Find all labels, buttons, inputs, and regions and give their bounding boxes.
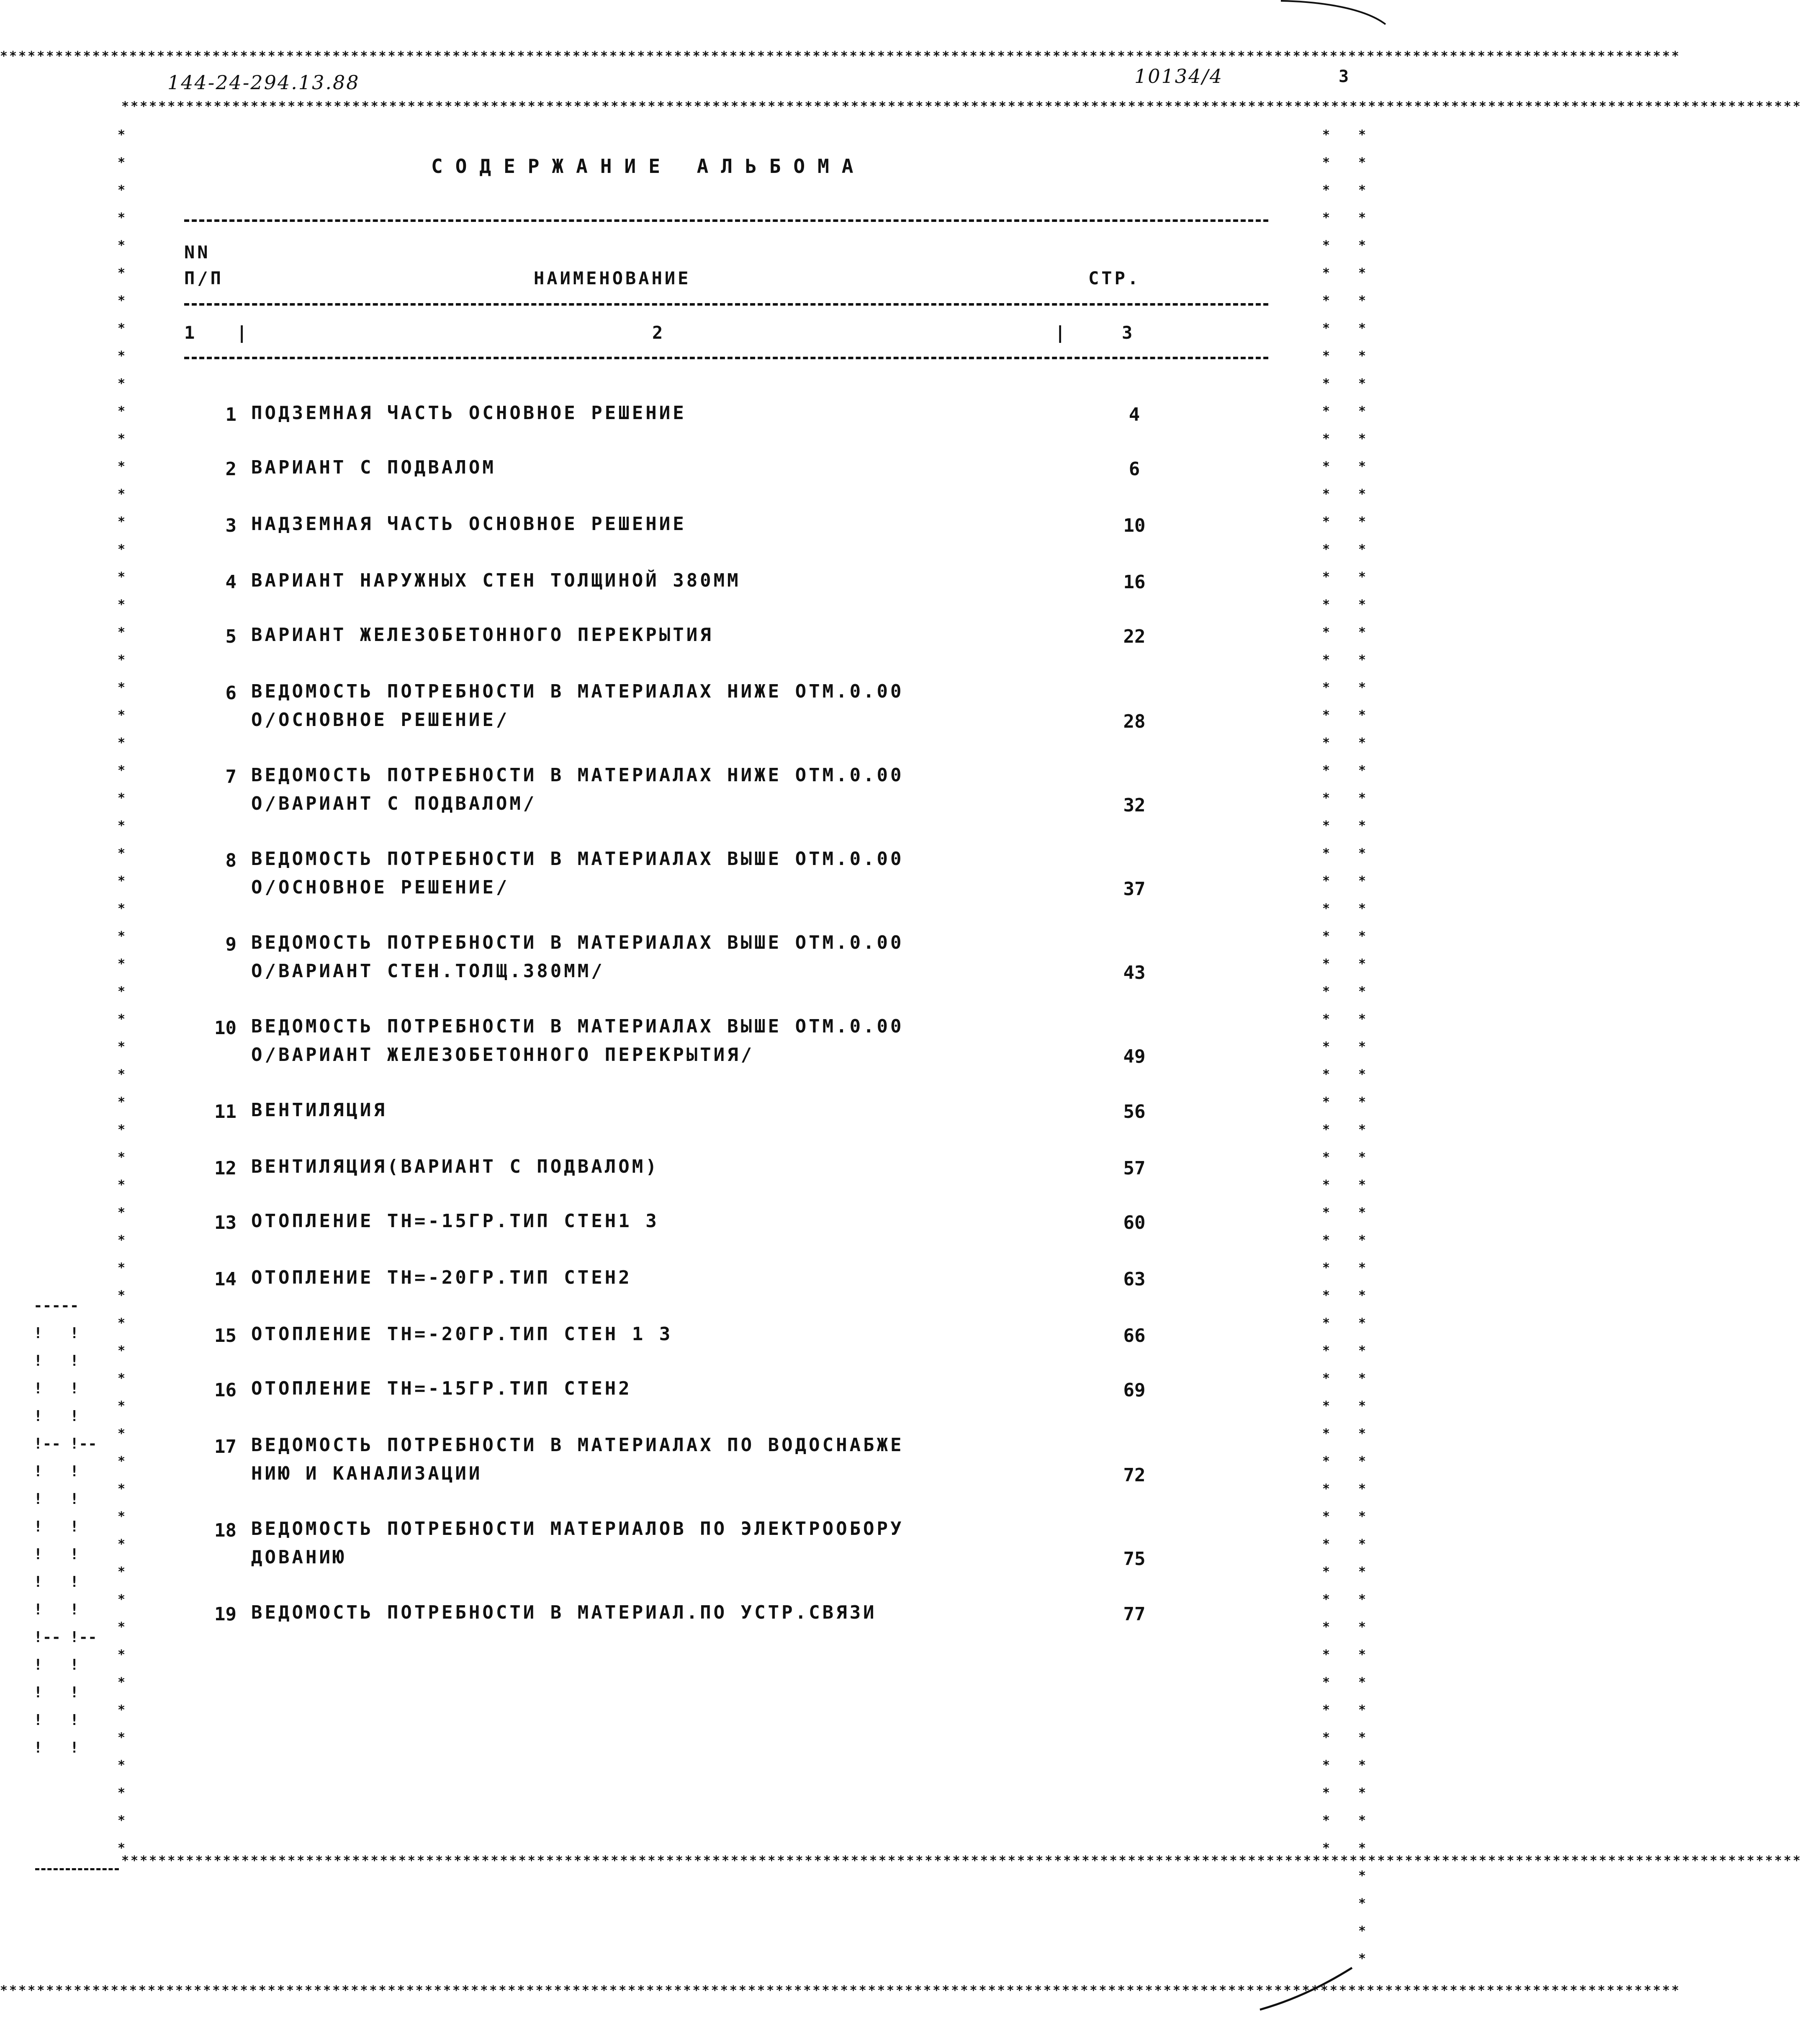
row-title: ВАРИАНТ ЖЕЛЕЗОБЕТОННОГО ПЕРЕКРЫТИЯ [251, 624, 714, 646]
row-page: 75 [1123, 1548, 1146, 1570]
row-title: ВЕДОМОСТЬ ПОТРЕБНОСТИ В МАТЕРИАЛАХ НИЖЕ ОТМ.0.00 О/ВАРИАНТ С ПОДВАЛОМ/ [251, 765, 904, 814]
row-title: ВЕНТИЛЯЦИЯ(ВАРИАНТ С ПОДВАЛОМ) [251, 1156, 659, 1177]
frame-bottom-dashes [35, 1868, 119, 1870]
row-title: ВЕДОМОСТЬ ПОТРЕБНОСТИ В МАТЕРИАЛАХ ВЫШЕ ОТМ.0.00 О/ВАРИАНТ СТЕН.ТОЛЩ.380ММ/ [251, 932, 904, 982]
row-page: 16 [1123, 571, 1146, 593]
row-page: 66 [1123, 1325, 1146, 1346]
document-code: 144-24-294.13.88 [167, 71, 360, 94]
row-page: 28 [1123, 711, 1146, 732]
table-rule-top [184, 219, 1268, 222]
header-pp: П/П [184, 268, 224, 288]
album-code: 10134/4 [1134, 65, 1224, 88]
row-number: 8 [225, 850, 236, 871]
row-number: 16 [214, 1380, 236, 1401]
row-page: 4 [1128, 404, 1140, 425]
row-title: ВЕДОМОСТЬ ПОТРЕБНОСТИ В МАТЕРИАЛАХ ВЫШЕ ОТМ.0.00 О/ВАРИАНТ ЖЕЛЕЗОБЕТОННОГО ПЕРЕКРЫТИЯ/ [251, 1016, 904, 1066]
binding-strip: ----- ! ! ! ! ! ! ! ! !-- !-- ! ! ! ! ! ! ! ! ! ! ! ! !-- !-- ! ! ! ! ! ! ! ! [33, 1297, 97, 1756]
col-number-2: 2 [652, 322, 666, 343]
row-title: ВЕДОМОСТЬ ПОТРЕБНОСТИ МАТЕРИАЛОВ ПО ЭЛЕКТРООБОРУ ДОВАНИЮ [251, 1518, 904, 1568]
row-title: ОТОПЛЕНИЕ ТН=-15ГР.ТИП СТЕН2 [251, 1378, 632, 1399]
sheet-number: 3 [1339, 67, 1349, 86]
outer-border-bottom: ************************************************************************************************************************************************************************************** [0, 1983, 1681, 1998]
row-number: 12 [214, 1158, 236, 1179]
table-rule-mid [184, 303, 1268, 306]
row-title: ОТОПЛЕНИЕ ТН=-15ГР.ТИП СТЕН1 3 [251, 1210, 659, 1232]
row-number: 6 [225, 682, 236, 704]
row-page: 22 [1123, 626, 1146, 647]
row-title: ВЕДОМОСТЬ ПОТРЕБНОСТИ В МАТЕРИАЛ.ПО УСТР.СВЯЗИ [251, 1602, 877, 1623]
col-separator-2: | [1055, 322, 1068, 343]
row-number: 14 [214, 1269, 236, 1290]
header-page: СТР. [1088, 268, 1141, 288]
row-title: ВЕДОМОСТЬ ПОТРЕБНОСТИ В МАТЕРИАЛАХ НИЖЕ ОТМ.0.00 О/ОСНОВНОЕ РЕШЕНИЕ/ [251, 681, 904, 731]
corner-scribble [1256, 1959, 1381, 2014]
header-name: НАИМЕНОВАНИЕ [534, 268, 691, 288]
row-title: ВЕДОМОСТЬ ПОТРЕБНОСТИ В МАТЕРИАЛАХ ПО ВОДОСНАБЖЕ НИЮ И КАНАЛИЗАЦИИ [251, 1434, 904, 1484]
frame-border-bottom: ************************************************************************************************************************************************************************************** [121, 1854, 1802, 1868]
row-page: 6 [1128, 458, 1140, 480]
row-page: 37 [1123, 878, 1146, 900]
row-page: 69 [1123, 1380, 1146, 1401]
row-title: ПОДЗЕМНАЯ ЧАСТЬ ОСНОВНОЕ РЕШЕНИЕ [251, 402, 686, 424]
row-number: 15 [214, 1325, 236, 1346]
row-number: 2 [225, 458, 236, 480]
col-separator-1: | [236, 322, 250, 343]
row-number: 19 [214, 1604, 236, 1625]
row-title: ОТОПЛЕНИЕ ТН=-20ГР.ТИП СТЕН2 [251, 1267, 632, 1288]
row-page: 77 [1123, 1604, 1146, 1625]
header-nn: NN [184, 242, 211, 263]
outer-border-top: ************************************************************************************************************************************************************************************** [0, 49, 1681, 64]
frame-border-left: * * * * * * * * * * * * * * * * * * * * * * * * * * * * * * * * * * * * * * * * * * * * * * * * * * * * * * * * * * * * * * * [117, 128, 126, 1856]
frame-border-top: ************************************************************************************************************************************************************************************** [121, 99, 1802, 114]
row-number: 3 [225, 515, 236, 536]
row-page: 43 [1123, 962, 1146, 983]
row-page: 32 [1123, 795, 1146, 816]
row-number: 11 [214, 1101, 236, 1122]
album-contents-title: СОДЕРЖАНИЕ АЛЬБОМА [431, 155, 866, 178]
row-title: ВЕДОМОСТЬ ПОТРЕБНОСТИ В МАТЕРИАЛАХ ВЫШЕ ОТМ.0.00 О/ОСНОВНОЕ РЕШЕНИЕ/ [251, 848, 904, 898]
frame-border-right: * * * * * * * * * * * * * * * * * * * * * * * * * * * * * * * * * * * * * * * * * * * * * * * * * * * * * * * * * * * * * * * [1322, 128, 1330, 1856]
row-number: 4 [225, 571, 236, 593]
row-title: ВАРИАНТ НАРУЖНЫХ СТЕН ТОЛЩИНОЙ 380ММ [251, 570, 741, 591]
outer-border-right: * * * * * * * * * * * * * * * * * * * * * * * * * * * * * * * * * * * * * * * * * * * * * * * * * * * * * * * * * * * * * * * * * * * [1358, 128, 1366, 1966]
row-page: 56 [1123, 1101, 1146, 1122]
col-number-3: 3 [1122, 322, 1135, 343]
row-page: 49 [1123, 1046, 1146, 1067]
row-number: 5 [225, 626, 236, 647]
row-number: 18 [214, 1520, 236, 1541]
row-number: 9 [225, 934, 236, 955]
table-rule-bottom [184, 357, 1268, 359]
col-number-1: 1 [184, 322, 198, 343]
row-page: 60 [1123, 1212, 1146, 1233]
row-page: 63 [1123, 1269, 1146, 1290]
row-number: 17 [214, 1436, 236, 1457]
row-number: 10 [214, 1017, 236, 1039]
row-title: ВАРИАНТ С ПОДВАЛОМ [251, 457, 496, 478]
row-page: 72 [1123, 1465, 1146, 1486]
row-number: 7 [225, 766, 236, 788]
row-page: 57 [1123, 1158, 1146, 1179]
row-page: 10 [1123, 515, 1146, 536]
row-title: ОТОПЛЕНИЕ ТН=-20ГР.ТИП СТЕН 1 3 [251, 1323, 673, 1345]
row-number: 13 [214, 1212, 236, 1233]
row-title: ВЕНТИЛЯЦИЯ [251, 1099, 387, 1121]
row-title: НАДЗЕМНАЯ ЧАСТЬ ОСНОВНОЕ РЕШЕНИЕ [251, 513, 686, 535]
row-number: 1 [225, 404, 236, 425]
corner-fold-line [1281, 0, 1386, 25]
